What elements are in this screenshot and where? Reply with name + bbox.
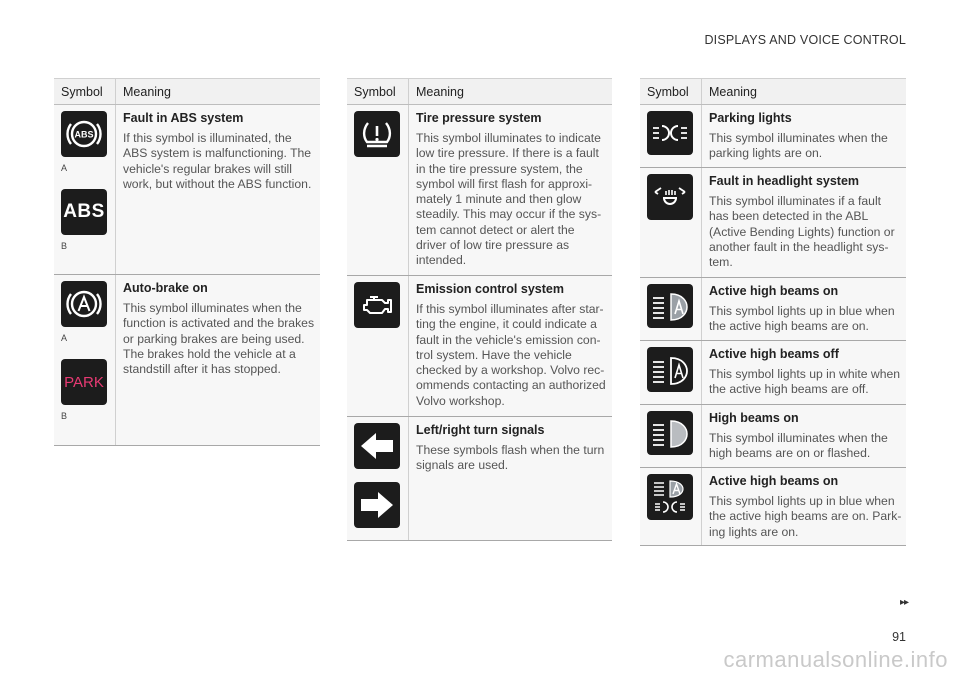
table-row [640, 405, 906, 468]
row-title: Active high beams on [709, 284, 839, 298]
row-title: Emission control system [416, 282, 564, 296]
row-description: These symbols flash when the turn signals are used. [416, 443, 605, 473]
tire-pressure-icon [354, 111, 400, 157]
abs-text-icon [61, 189, 107, 235]
symbol-cell [640, 341, 702, 404]
park-text-icon [61, 359, 107, 405]
table-header [54, 78, 320, 105]
row-title: Fault in ABS system [123, 111, 244, 125]
meaning-cell [702, 341, 906, 404]
table-row [640, 278, 906, 341]
table-row [640, 468, 906, 546]
row-title: Active high beams off [709, 347, 839, 361]
headlight-fault-icon [647, 174, 693, 220]
left-arrow-icon [354, 423, 400, 469]
table-row [640, 105, 906, 168]
meaning-cell [702, 105, 906, 167]
row-description: If this symbol illuminates after star-ting the engine, it could indicate a fault in the vehicle's emission con-trol system. Have the vehicle checked by a workshop. Volvo rec-ommends contacting an authorized Volvo workshop. [416, 302, 606, 408]
abs-circle-icon [61, 111, 107, 157]
svg-text:ABS: ABS [74, 129, 94, 140]
meaning-cell [116, 105, 320, 274]
watermark: carmanualsonline.info [723, 647, 948, 672]
header-meaning: Meaning [123, 84, 171, 99]
row-description: If this symbol is illuminated, the ABS system is malfunctioning. The vehicle's regular brakes will still work, but without the ABS function. [123, 131, 312, 191]
header-meaning: Meaning [709, 84, 757, 99]
row-title: High beams on [709, 411, 799, 425]
header-meaning: Meaning [416, 84, 464, 99]
sublabel-b: B [61, 411, 68, 421]
row-title: Fault in headlight system [709, 174, 860, 188]
active-high-beam-on-icon [647, 284, 693, 328]
sublabel-b: B [61, 241, 68, 251]
table-row [640, 168, 906, 278]
table-header [347, 78, 612, 105]
symbol-cell [640, 405, 702, 467]
meaning-cell [702, 405, 906, 467]
row-description: This symbol illuminates when the function is activated and the brakes or parking brakes are being used. The brakes hold the vehicle at a standstill after it has stopped. [123, 301, 315, 377]
table-row [347, 417, 612, 541]
table-header [640, 78, 906, 105]
row-description: This symbol lights up in white when the active high beams are off. [709, 367, 901, 397]
table-row [347, 105, 612, 276]
row-title: Tire pressure system [416, 111, 542, 125]
symbol-cell [347, 105, 409, 275]
page-number: 91 [892, 630, 906, 644]
active-high-beam-parking-icon [647, 474, 693, 520]
symbol-cell [54, 105, 116, 274]
table-row [54, 105, 320, 275]
engine-icon [354, 282, 400, 328]
next-page-arrows: ▸▸ [899, 597, 908, 608]
symbol-table-1 [54, 78, 320, 446]
sublabel-a: A [61, 163, 68, 173]
meaning-cell [116, 275, 320, 445]
table-row [54, 275, 320, 446]
row-description: This symbol illuminates if a fault has been detected in the ABL (Active Bending Lights) function or another fault in the headlight sys-tem. [709, 194, 895, 270]
auto-brake-icon [61, 281, 107, 327]
row-title: Auto-brake on [123, 281, 208, 295]
high-beam-icon [647, 411, 693, 455]
sublabel-a: A [61, 333, 68, 343]
meaning-cell [409, 105, 612, 275]
park-text: PARK [64, 373, 104, 391]
symbol-cell [640, 168, 702, 277]
symbol-cell [640, 105, 702, 167]
meaning-cell [702, 168, 906, 277]
row-description: This symbol lights up in blue when the active high beams are on. [709, 304, 895, 334]
active-high-beam-off-icon [647, 347, 693, 392]
row-title: Left/right turn signals [416, 423, 545, 437]
symbol-table-2 [347, 78, 612, 541]
symbol-cell [640, 468, 702, 545]
header-symbol: Symbol [640, 79, 702, 104]
row-title: Parking lights [709, 111, 792, 125]
symbol-table-3 [640, 78, 906, 546]
header-symbol: Symbol [54, 79, 116, 104]
meaning-cell [702, 468, 906, 545]
section-title: DISPLAYS AND VOICE CONTROL [704, 33, 906, 47]
row-description: This symbol lights up in blue when the active high beams are on. Park-ing lights are on. [709, 494, 902, 539]
symbol-cell [347, 417, 409, 540]
symbol-cell [347, 276, 409, 416]
parking-lights-icon [647, 111, 693, 155]
meaning-cell [409, 276, 612, 416]
row-description: This symbol illuminates when the parking lights are on. [709, 131, 888, 161]
right-arrow-icon [354, 482, 400, 528]
header-symbol: Symbol [347, 79, 409, 104]
symbol-cell [640, 278, 702, 340]
row-description: This symbol illuminates when the high beams are on or flashed. [709, 431, 888, 461]
row-title: Active high beams on [709, 474, 839, 488]
row-description: This symbol illuminates to indicate low tire pressure. If there is a fault in the tire pressure system, the symbol will first flash for approxi-mately 1 minute and then glow steadily. This may occur if the sys-tem cannot detect or alert the driver of low tire pressure as intended. [416, 131, 602, 268]
symbol-cell [54, 275, 116, 445]
abs-text: ABS [63, 201, 105, 222]
table-row [347, 276, 612, 417]
meaning-cell [702, 278, 906, 340]
table-row [640, 341, 906, 405]
meaning-cell [409, 417, 612, 540]
